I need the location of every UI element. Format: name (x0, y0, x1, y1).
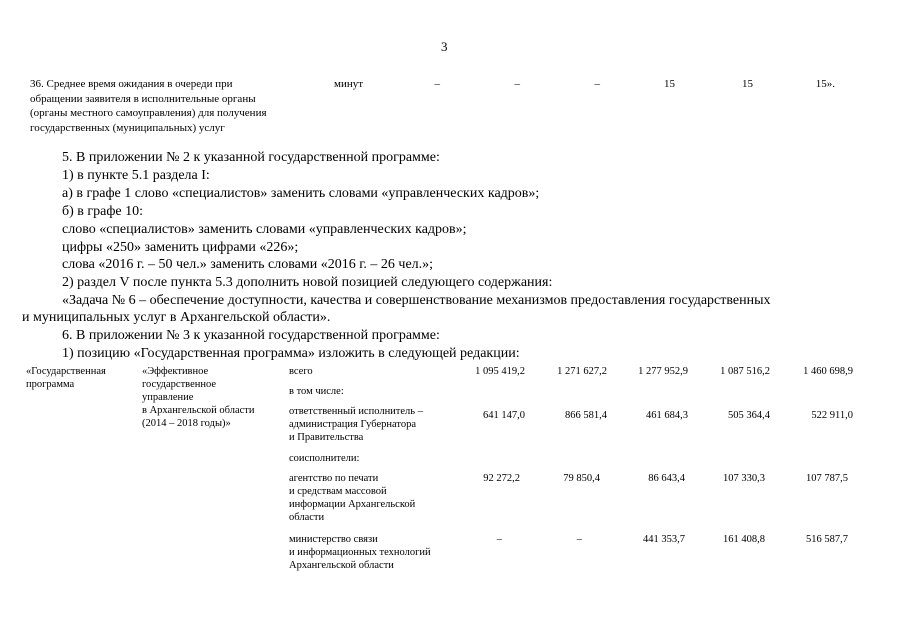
table-cell-value: 522 911,0 (811, 410, 853, 421)
table-cell-value: 107 787,5 (806, 473, 848, 484)
table-cell-value: 1 460 698,9 (803, 366, 853, 377)
table-row-label (289, 472, 415, 524)
paragraph: 1) позицию «Государственная программа» изложить в следующей редакции: (62, 346, 520, 361)
row36-description-line: государственных (муниципальных) услуг (30, 121, 225, 134)
cell-line: «Государственная (26, 366, 106, 377)
program-table-col1 (26, 365, 106, 391)
cell-line: и информационных технологий (289, 547, 431, 558)
paragraph: б) в графе 10: (62, 204, 144, 219)
cell-line: администрация Губернатора (289, 419, 416, 430)
cell-line: управление (142, 392, 194, 403)
table-cell-value: 1 095 419,2 (475, 366, 525, 377)
paragraph: слова «2016 г. – 50 чел.» заменить словами «2016 г. – 26 чел.»; (62, 257, 434, 272)
table-cell-value: 516 587,7 (806, 534, 848, 545)
table-cell-value: 1 271 627,2 (557, 366, 607, 377)
table-cell-value: 461 684,3 (646, 410, 688, 421)
table-cell-value: 92 272,2 (483, 473, 520, 484)
table-row-label (289, 385, 344, 398)
table-row-label (289, 405, 423, 444)
row36-description-line: обращении заявителя в исполнительные органы (30, 92, 256, 105)
row36-value: 15 (742, 78, 753, 90)
cell-line: и Правительства (289, 432, 364, 443)
paragraph: 1) в пункте 5.1 раздела I: (62, 168, 210, 183)
table-cell-value: – (576, 534, 582, 545)
paragraph: слово «специалистов» заменить словами «управленческих кадров»; (62, 222, 467, 237)
cell-line: программа (26, 379, 75, 390)
table-cell-value: 86 643,4 (648, 473, 685, 484)
cell-line: информации Архангельской (289, 499, 416, 510)
paragraph: «Задача № 6 – обеспечение доступности, качества и совершенствование механизмов предоставления государственных (62, 293, 771, 308)
cell-line: всего (289, 366, 313, 377)
table-row-label (289, 365, 313, 378)
table-cell-value: 161 408,8 (723, 534, 765, 545)
cell-line: Архангельской области (289, 560, 394, 571)
row36-value: – (434, 78, 440, 90)
cell-line: в Архангельской области (142, 405, 255, 416)
row36-description (30, 77, 330, 135)
page-number: 3 (441, 39, 448, 54)
paragraph: а) в графе 1 слово «специалистов» заменить словами «управленческих кадров»; (62, 186, 540, 201)
table-cell-value: 641 147,0 (483, 410, 525, 421)
paragraph: 5. В приложении № 2 к указанной государственной программе: (62, 150, 440, 165)
paragraph: 6. В приложении № 3 к указанной государственной программе: (62, 328, 440, 343)
row36-value: – (594, 78, 600, 90)
cell-line: (2014 – 2018 годы)» (142, 418, 231, 429)
table-cell-value: 107 330,3 (723, 473, 765, 484)
table-row-label (289, 533, 431, 572)
row36-value: 15 (664, 78, 675, 90)
row36-value: 15». (815, 78, 835, 90)
cell-line: ответственный исполнитель – (289, 406, 423, 417)
table-cell-value: 79 850,4 (563, 473, 600, 484)
table-cell-value: 505 364,4 (728, 410, 770, 421)
table-cell-value: – (496, 534, 502, 545)
cell-line: государственное (142, 379, 217, 390)
table-cell-value: 1 087 516,2 (720, 366, 770, 377)
table-cell-value: 866 581,4 (565, 410, 607, 421)
row36-description-line: 36. Среднее время ожидания в очереди при (30, 78, 233, 90)
row36-unit: минут (334, 78, 364, 90)
cell-line: и средствам массовой (289, 486, 387, 497)
row36-description-line: (органы местного самоуправления) для получения (30, 107, 267, 119)
cell-line: «Эффективное (142, 366, 209, 377)
table-row-label (289, 452, 359, 465)
cell-line: министерство связи (289, 534, 378, 545)
paragraph: цифры «250» заменить цифрами «226»; (62, 240, 299, 255)
cell-line: в том числе: (289, 386, 344, 397)
paragraph: 2) раздел V после пункта 5.3 дополнить новой позицией следующего содержания: (62, 275, 553, 290)
program-table-col2 (142, 365, 255, 430)
row36-value: – (514, 78, 520, 90)
table-cell-value: 441 353,7 (643, 534, 685, 545)
cell-line: агентство по печати (289, 473, 379, 484)
table-cell-value: 1 277 952,9 (638, 366, 688, 377)
paragraph: и муниципальных услуг в Архангельской области». (22, 310, 331, 325)
cell-line: соисполнители: (289, 453, 360, 464)
cell-line: области (289, 512, 325, 523)
